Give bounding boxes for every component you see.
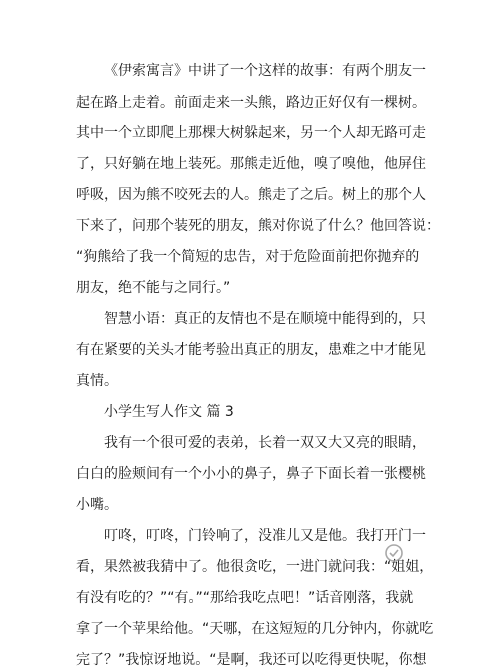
- text-line: 了，只好躺在地上装死。那熊走近他，嗅了嗅他，他屏住: [76, 156, 426, 172]
- text-line: 拿了一个苹果给他。“天哪，在这短短的几分钟内，你就吃: [76, 621, 434, 637]
- text-line: 其中一个立即爬上那棵大树躲起来，另一个人却无路可走: [76, 125, 426, 141]
- text-line: 白白的脸颊间有一个小小的鼻子，鼻子下面长着一张樱桃: [76, 466, 426, 482]
- section-heading: 小学生写人作文 篇 3: [104, 404, 234, 420]
- text-line: 朋友，绝不能与之同行。”: [76, 280, 231, 296]
- text-line: 完了？”我惊讶地说。“是啊，我还可以吃得更快呢，你想: [76, 652, 427, 668]
- text-line: 下来了，问那个装死的朋友，熊对你说了什么？他回答说：: [76, 218, 440, 234]
- watermark-logo-icon: [384, 543, 404, 563]
- text-line: 叮咚，叮咚，门铃响了，没准儿又是他。我打开门一: [104, 528, 426, 544]
- text-line: 看，果然被我猜中了。他很贪吃，一进门就问我：“姐姐，: [76, 559, 434, 575]
- watermark: [384, 542, 494, 564]
- text-line: 智慧小语：真正的友情也不是在顺境中能得到的，只: [104, 311, 426, 327]
- text-line: 真情。: [76, 373, 118, 389]
- text-line: 小嘴。: [76, 497, 118, 513]
- text-line: 起在路上走着。前面走来一头熊，路边正好仅有一棵树。: [76, 95, 426, 111]
- text-line: 呼吸，因为熊不咬死去的人。熊走了之后。树上的那个人: [76, 187, 426, 203]
- text-line: 有没有吃的？”“有。”“那给我吃点吧！”话音刚落，我就: [76, 590, 414, 606]
- text-line: 有在紧要的关头才能考验出真正的朋友，患难之中才能见: [76, 342, 426, 358]
- text-line: “狗熊给了我一个简短的忠告，对于危险面前把你抛弃的: [76, 249, 420, 265]
- text-line: 我有一个很可爱的表弟，长着一双又大又亮的眼睛，: [104, 435, 426, 451]
- text-line: 《伊索寓言》中讲了一个这样的故事：有两个朋友一: [104, 63, 426, 79]
